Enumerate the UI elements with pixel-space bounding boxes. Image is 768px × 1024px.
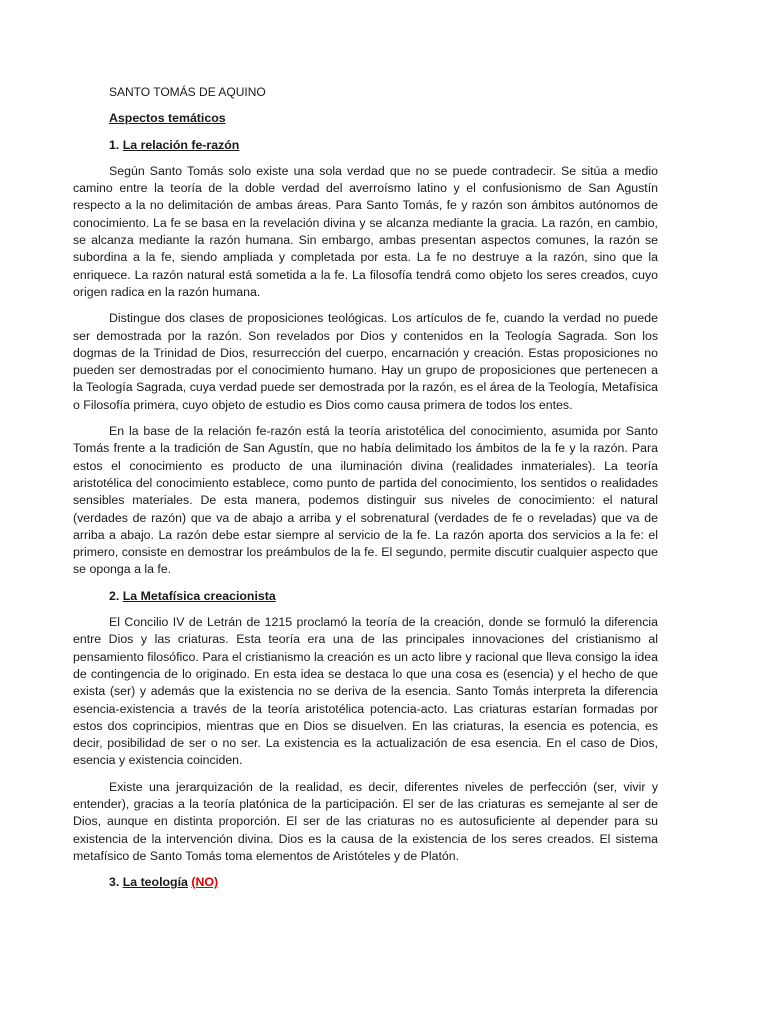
section-title-3: La teología [122,875,188,890]
section-1-paragraph-2: Distingue dos clases de proposiciones teológicas. Los artículos de fe, cuando la verdad no puede ser demostrada por la razón. Son revelados por Dios y contenidos en la Teología Sagrada. Son los dogmas de la Trinidad de Dios, resurrección del cuerpo, encarnación y creación. Estas proposiciones no pueden ser demostradas por el conocimiento humano. Hay un grupo de proposiciones que pertenecen a la Teología Sagrada, cuya verdad puede ser demostrada por la razón, es el área de la Teología, Metafísica o Filosofía primera, cuyo objeto de estudio es Dios como causa primera de todos los entes. [73,311,658,412]
subtitle-text: Aspectos temáticos [109,111,226,126]
section-number-2: 2. [109,588,120,603]
document-subtitle [73,110,658,127]
section-heading-3 [73,874,658,891]
section-title-2: La Metafísica creacionista [122,588,276,603]
document-page [73,84,658,900]
section-2-paragraph-1: El Concilio IV de Letrán de 1215 proclamó la teoría de la creación, donde se formuló la diferencia entre Dios y las criaturas. Esta teoría era una de las principales innovaciones del cristianismo al pensamiento filosófico. Para el cristianismo la creación es un acto libre y racional que lleva consigo la idea de contingencia de lo originado. En esta idea se destaca lo que una cosa es (esencia) y el hecho de que exista (ser) y además que la existencia no se deriva de la esencia. Santo Tomás interpreta la diferencia esencia-existencia a través de la teoría aristotélica potencia-acto. Las criaturas estarían formadas por estos dos coprincipios, mientras que en Dios se disuelven. En las criaturas, la esencia es potencia, es decir, posibilidad de ser o no ser. La existencia es la actualización de esa esencia. En el caso de Dios, esencia y existencia coinciden. [73,615,658,768]
document-title: SANTO TOMÁS DE AQUINO [109,85,266,99]
section-3-note: (NO) [191,875,219,890]
section-number-1: 1. [109,137,120,152]
section-2-paragraph-2: Existe una jerarquización de la realidad, es decir, diferentes niveles de perfección (ser, vivir y entender), gracias a la teoría platónica de la participación. El ser de las criaturas es semejante al ser de Dios, aunque en distinta proporción. El ser de las criaturas no es autosuficiente al depender para su existencia de la intervención divina. Dios es la causa de la existencia de los seres creados. El sistema metafísico de Santo Tomás toma elementos de Aristóteles y de Platón. [73,779,658,863]
section-title-1: La relación fe-razón [122,137,240,152]
section-heading-1 [73,137,658,154]
section-1-paragraph-3: En la base de la relación fe-razón está la teoría aristotélica del conocimiento, asumida por Santo Tomás frente a la tradición de San Agustín, que no había delimitado los ámbitos de la fe y la razón. Para estos el conocimiento es producto de una iluminación divina (realidades inmateriales). La teoría aristotélica del conocimiento establece, como punto de partida del conocimiento, los sentidos o realidades sensibles materiales. De esta manera, podemos distinguir sus niveles de conocimiento: el natural (verdades de razón) que va de abajo a arriba y el sobrenatural (verdades de fe o reveladas) que va de arriba a abajo. La razón debe estar siempre al servicio de la fe. La razón aporta dos servicios a la fe: el primero, consiste en demostrar los preámbulos de la fe. El segundo, permite discutir cualquier aspecto que se oponga a la fe. [73,424,658,577]
section-number-3: 3. [109,875,120,890]
section-1-paragraph-1: Según Santo Tomás solo existe una sola verdad que no se puede contradecir. Se sitúa a medio camino entre la teoría de la doble verdad del averroísmo latino y el confusionismo de San Agustín respecto a la no delimitación de ambas áreas. Para Santo Tomás, fe y razón son ámbitos autónomos de conocimiento. La fe se basa en la revelación divina y se alcanza mediante la gracia. La razón, en cambio, se alcanza mediante la razón humana. Sin embargo, ambas presentan aspectos comunes, la razón se subordina a la fe, siendo ampliada y completada por esta. La fe no destruye a la razón, sino que la enriquece. La razón natural está sometida a la fe. La filosofía tendrá como objeto los seres creados, cuyo origen radica en la razón humana. [73,163,658,299]
section-heading-2 [73,588,658,605]
